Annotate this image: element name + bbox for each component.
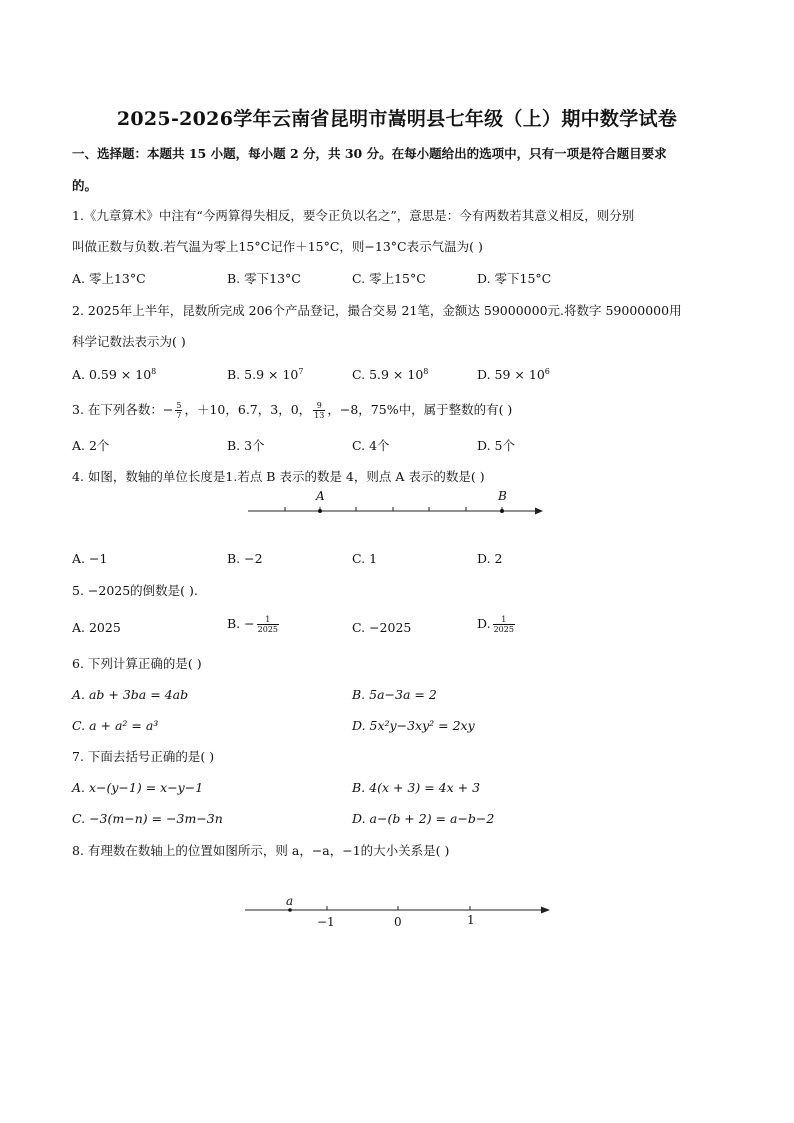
q3-option-a[interactable]: A. 2个 <box>72 438 110 453</box>
q4-option-a[interactable]: A. −1 <box>72 551 108 566</box>
fraction-1-2025-d: $\frac{1}{2025}$ <box>493 615 514 634</box>
q5-option-c[interactable]: C. −2025 <box>352 620 412 635</box>
q3-option-d[interactable]: D. 5个 <box>477 438 515 453</box>
q5-option-b[interactable]: B. − $\frac{1}{2025}$ <box>227 615 278 634</box>
q8-stem: 8. 有理数在数轴上的位置如图所示，则 a，−a，−1的大小关系是( ) <box>72 843 450 858</box>
q2-option-d[interactable]: D. $59 \times 10^6$ <box>477 367 550 383</box>
q7-stem: 7. 下面去括号正确的是( ) <box>72 749 215 764</box>
q2-option-c[interactable]: C. $5.9 \times 10^8$ <box>352 367 429 383</box>
q6-option-d[interactable]: D. 5x²y−3xy² = 2xy <box>352 718 475 733</box>
q1-line1: 1.《九章算术》中注有“今两算得失相反，要令正负以名之”，意思是：今有两数若其意义相反，则分别 <box>72 208 635 223</box>
fraction-1-2025: $\frac{1}{2025}$ <box>257 615 278 634</box>
q7-option-d[interactable]: D. a−(b + 2) = a−b−2 <box>352 811 495 826</box>
fraction-5-7: $\frac{5}{7}$ <box>176 401 182 420</box>
point-a-label: A <box>316 489 325 503</box>
arrow-icon <box>541 907 550 914</box>
q6-option-a[interactable]: A. ab + 3ba = 4ab <box>72 687 189 702</box>
q4-stem: 4. 如图，数轴的单位长度是1.若点 B 表示的数是 4，则点 A 表示的数是( ) <box>72 469 485 484</box>
q8-ticks <box>327 906 470 910</box>
q7-option-c[interactable]: C. −3(m−n) = −3m−3n <box>72 811 223 826</box>
q4-option-c[interactable]: C. 1 <box>352 551 378 566</box>
q1-line2: 叫做正数与负数.若气温为零上15°C记作＋15°C，则−13°C表示气温为( ) <box>72 239 483 254</box>
q4-option-d[interactable]: D. 2 <box>477 551 503 566</box>
q7-option-b[interactable]: B. 4(x + 3) = 4x + 3 <box>352 780 481 795</box>
section-heading-line1: 一、选择题：本题共 15 小题，每小题 2 分，共 30 分。在每小题给出的选项中，只有一项是符合题目要求 <box>72 146 667 161</box>
section-heading-line2: 的。 <box>72 178 98 193</box>
q8-tick-label-0: 0 <box>394 915 402 929</box>
point-a-dot <box>288 908 292 912</box>
q3-stem: 3. 在下列各数：− $\frac{5}{7}$ ，＋10，6.7，3，0， $\frac{9}{13}$ ，−8，75%中，属于整数的有( ) <box>72 401 513 420</box>
q4-option-b[interactable]: B. −2 <box>227 551 263 566</box>
fraction-9-13: $\frac{9}{13}$ <box>314 401 325 420</box>
point-b-label: B <box>498 489 507 503</box>
q8-tick-label-1: 1 <box>467 913 475 927</box>
q5-option-d[interactable]: D. $\frac{1}{2025}$ <box>477 615 514 634</box>
q2-option-b[interactable]: B. $5.9 \times 10^7$ <box>227 367 304 383</box>
q3-option-b[interactable]: B. 3个 <box>227 438 265 453</box>
q1-option-c[interactable]: C. 零上15°C <box>352 271 426 286</box>
page-title: 2025-2026学年云南省昆明市嵩明县七年级（上）期中数学试卷 <box>116 108 678 130</box>
q8-tick-label-neg1: −1 <box>317 915 335 929</box>
q1-option-a[interactable]: A. 零上13°C <box>72 271 146 286</box>
q6-stem: 6. 下列计算正确的是( ) <box>72 656 202 671</box>
q8-label-a: a <box>286 894 294 908</box>
q6-option-c[interactable]: C. a + a² = a³ <box>72 718 159 733</box>
q2-line2: 科学记数法表示为( ) <box>72 334 186 349</box>
q5-option-a[interactable]: A. 2025 <box>72 620 121 635</box>
q1-option-b[interactable]: B. 零下13°C <box>227 271 301 286</box>
q2-option-a[interactable]: A. $0.59 \times 10^8$ <box>72 367 157 383</box>
q3-option-c[interactable]: C. 4个 <box>352 438 390 453</box>
q7-option-a[interactable]: A. x−(y−1) = x−y−1 <box>72 780 204 795</box>
q5-stem: 5. −2025的倒数是( ). <box>72 583 198 598</box>
q1-option-d[interactable]: D. 零下15°C <box>477 271 552 286</box>
q6-option-b[interactable]: B. 5a−3a = 2 <box>352 687 437 702</box>
q2-line1: 2. 2025年上半年，昆数所完成 206个产品登记，撮合交易 21笔，金额达 59000000元.将数字 59000000用 <box>72 303 682 318</box>
